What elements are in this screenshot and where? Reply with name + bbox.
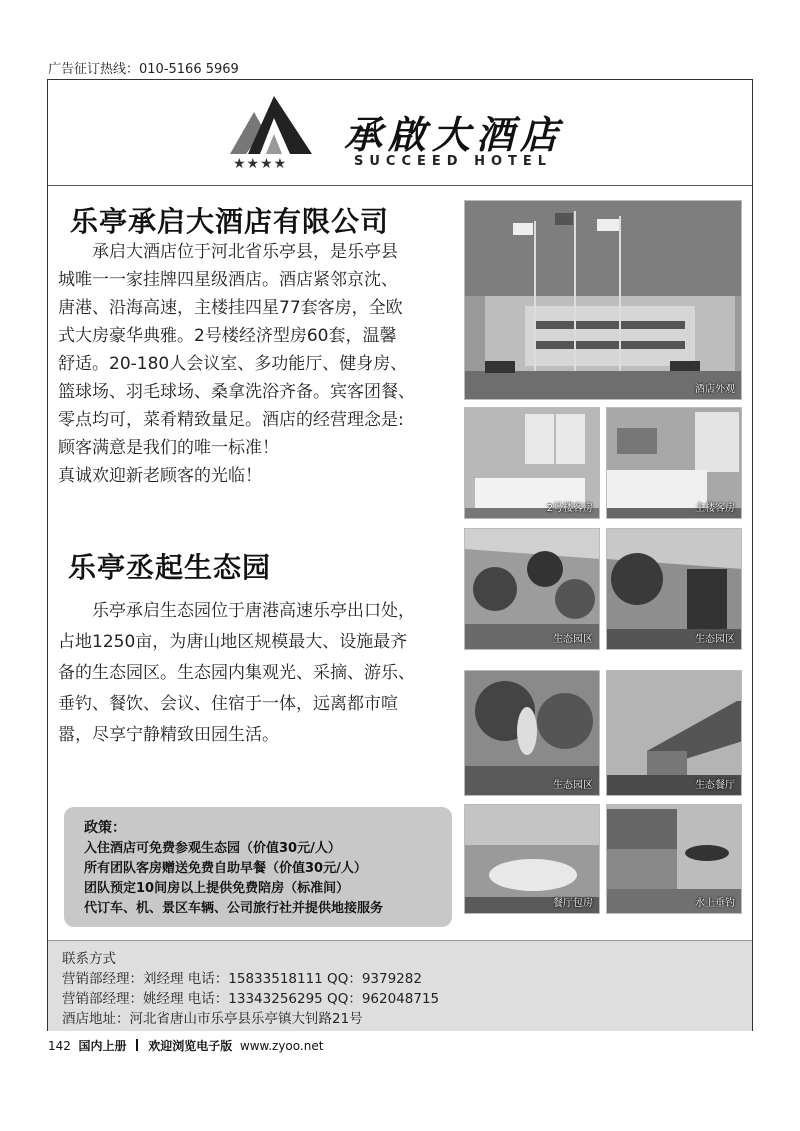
company-line: 式大房豪华典雅。2号楼经济型房60套，温馨: [58, 326, 397, 346]
photo-private-room: [464, 804, 600, 914]
contact-section: [48, 940, 752, 1031]
policy-title: 政策：: [84, 820, 126, 836]
photo-caption: 水上垂钓: [695, 898, 735, 909]
star-rating: ★★★★: [233, 156, 288, 172]
contact-title: 联系方式: [62, 951, 116, 967]
contact-line: 营销部经理：姚经理 电话：13343256295 QQ：962048715: [62, 991, 440, 1007]
policy-item: 所有团队客房赠送免费自助早餐（价值30元/人）: [84, 861, 367, 876]
photo-fishing: [606, 804, 742, 914]
section-label: 国内上册: [78, 1039, 127, 1053]
photo-caption: 2号楼客房: [546, 503, 593, 514]
photo-caption: 餐厅包房: [553, 898, 593, 909]
photo-eco-3: [464, 670, 600, 796]
photo-caption: 生态园区: [695, 634, 735, 645]
policy-item: 入住酒店可免费参观生态园（价值30元/人）: [84, 841, 341, 856]
hotel-exterior-image: [465, 201, 742, 400]
policy-item: 团队预定10间房以上提供免费陪房（标准间）: [84, 881, 350, 896]
park-line: 占地1250亩，为唐山地区规模最大、设施最齐: [58, 632, 408, 652]
photo-eco-1: [464, 528, 600, 650]
photo-caption: 生态餐厅: [695, 780, 735, 791]
photo-caption: 生态园区: [553, 634, 593, 645]
policy-box: [64, 807, 452, 927]
hotel-logo-icon: [226, 94, 316, 156]
contact-line: 营销部经理：刘经理 电话：15833518111 QQ：9379282: [62, 971, 422, 987]
brand-header: [48, 80, 752, 186]
company-description: [58, 238, 415, 490]
park-line: 垂钓、餐饮、会议、住宿于一体，远离都市喧: [58, 694, 398, 714]
ad-frame: [47, 79, 753, 1031]
company-line: 零点均可，菜肴精致量足。酒店的经营理念是:: [58, 410, 404, 430]
divider: [136, 1039, 138, 1051]
hotel-name-en: SUCCEED HOTEL: [354, 154, 553, 169]
contact-address: 酒店地址：河北省唐山市乐亭县乐亭镇大钊路21号: [62, 1011, 363, 1027]
company-line: 真诚欢迎新老顾客的光临！: [58, 466, 262, 486]
ad-hotline: 广告征订热线：010-5166 5969: [48, 62, 239, 77]
photo-room-building2: [464, 407, 600, 519]
page-number: 142: [48, 1039, 71, 1053]
photo-caption: 生态园区: [553, 780, 593, 791]
photo-eco-2: [606, 528, 742, 650]
company-line: 承启大酒店位于河北省乐亭县，是乐亭县: [92, 242, 398, 262]
company-title: 乐亭承启大酒店有限公司: [70, 205, 390, 238]
photo-eco-dining: [606, 670, 742, 796]
park-line: 嚣，尽享宁静精致田园生活。: [58, 725, 279, 745]
page-footer: [48, 1037, 323, 1054]
park-title: 乐亭丞起生态园: [68, 551, 272, 584]
photo-hotel-exterior: [464, 200, 742, 400]
website-link[interactable]: www.zyoo.net: [239, 1039, 324, 1053]
policy-item: 代订车、机、景区车辆、公司旅行社并提供地接服务: [84, 901, 384, 916]
company-line: 顾客满意是我们的唯一标准！: [58, 438, 279, 458]
hotel-name-cn: 承啟大酒店: [344, 112, 565, 157]
promo-text: 欢迎浏览电子版: [148, 1039, 233, 1053]
company-line: 篮球场、羽毛球场、桑拿洗浴齐备。宾客团餐、: [58, 382, 415, 402]
park-description: [58, 596, 415, 751]
photo-caption: 酒店外观: [695, 384, 735, 395]
company-line: 城唯一一家挂牌四星级酒店。酒店紧邻京沈、: [58, 270, 398, 290]
park-line: 乐亭承启生态园位于唐港高速乐亭出口处，: [92, 601, 415, 621]
photo-caption: 主楼客房: [695, 503, 735, 514]
company-line: 唐港、沿海高速，主楼挂四星77套客房，全欧: [58, 298, 403, 318]
company-line: 舒适。20-180人会议室、多功能厅、健身房、: [58, 354, 408, 374]
park-line: 备的生态园区。生态园内集观光、采摘、游乐、: [58, 663, 415, 683]
photo-room-main: [606, 407, 742, 519]
